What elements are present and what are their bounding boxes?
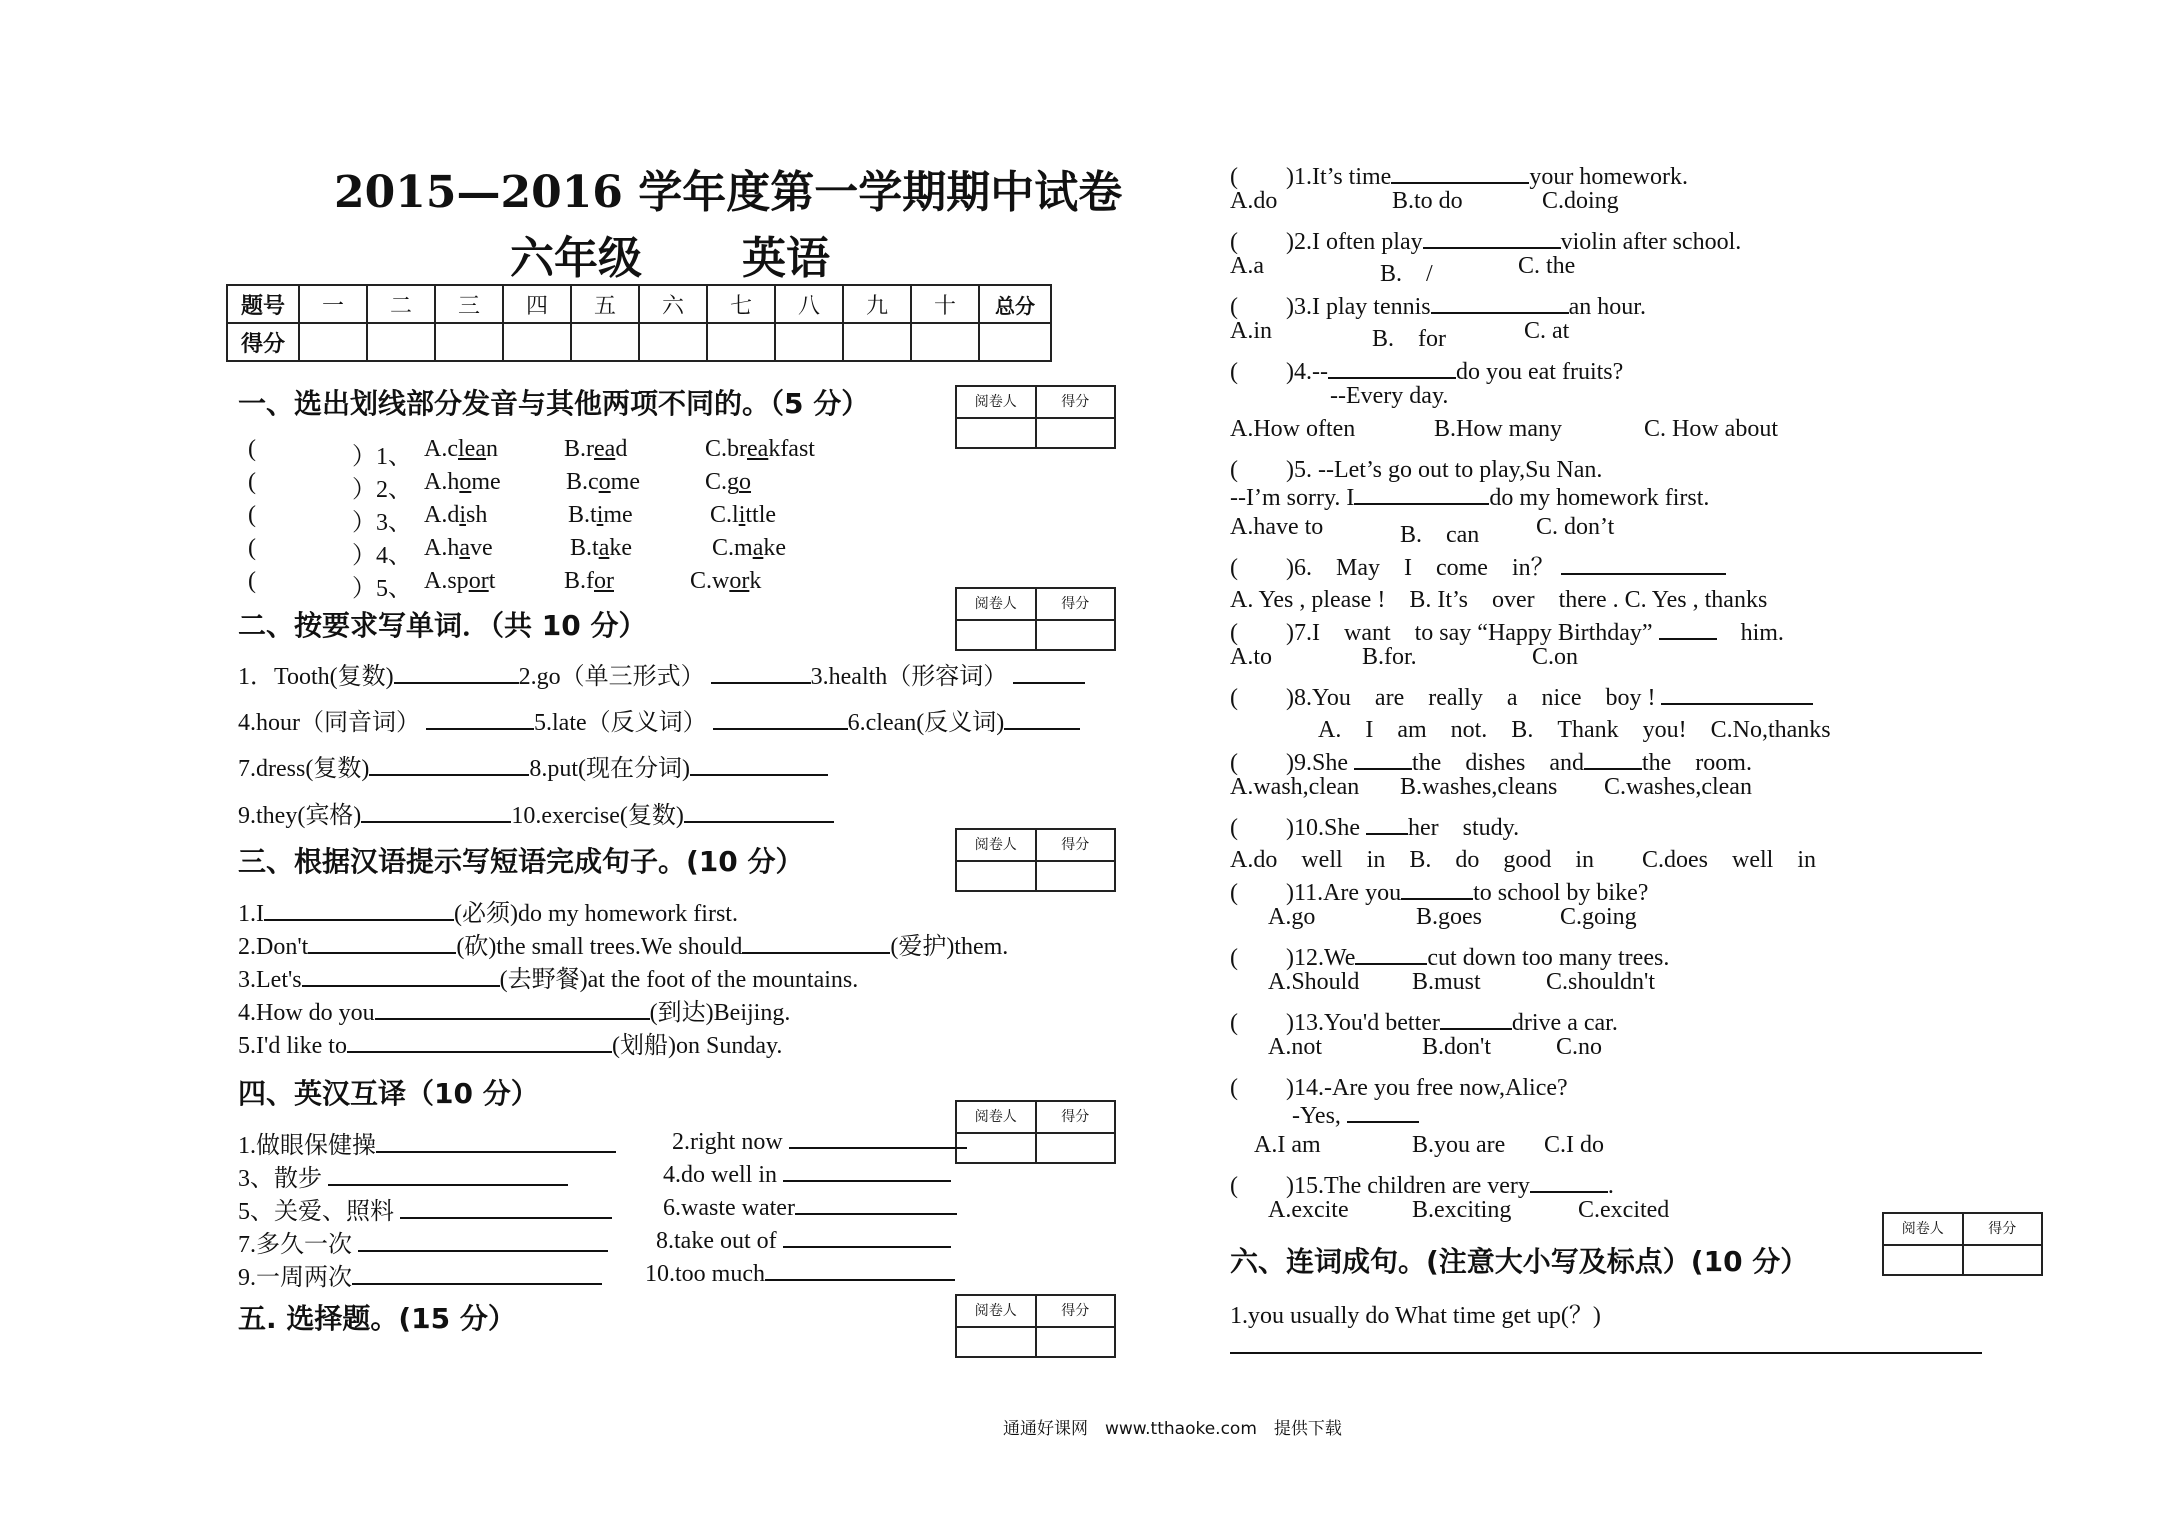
reviewer-label: 阅卷人 (974, 596, 1017, 612)
q4-opt-c: C. How about (1644, 416, 1778, 442)
q1-opt-b: B.to do (1392, 188, 1463, 214)
reviewer-label: 阅卷人 (974, 1109, 1017, 1125)
score-cell (843, 323, 911, 361)
q5-opt-c: C. don’t (1536, 514, 1615, 540)
score-table (226, 284, 1052, 362)
col-2: 二 (367, 285, 435, 323)
answer-paren: ( (248, 568, 256, 594)
q3-opt-b: B. for (1372, 326, 1446, 352)
option-a: A.sport (424, 568, 496, 594)
section-2-line-2: 4.hour（同音词） 5.late（反义词） 6.clean(反义词) (238, 702, 1080, 737)
exam-title: 2015—2016 学年度第一学期期中试卷 (334, 167, 1123, 218)
q11-opt-a: A.go (1268, 904, 1316, 930)
option-c: C.breakfast (705, 436, 815, 462)
score-label: 得分 (1035, 1296, 1115, 1326)
section-6-title: 六、连词成句。(注意大小写及标点）(10 分） (1230, 1245, 1809, 1278)
option-a: A.home (424, 469, 501, 495)
section-1-title: 一、选出划线部分发音与其他两项不同的。（5 分） (238, 387, 870, 420)
q4-answer: --Every day. (1330, 383, 1449, 409)
col-6: 六 (639, 285, 707, 323)
col-7: 七 (707, 285, 775, 323)
translate-right-1: 2.right now (672, 1125, 967, 1156)
option-c: C.make (712, 535, 786, 561)
option-c: C.little (710, 502, 777, 528)
q11-opt-b: B.goes (1416, 904, 1482, 930)
question-number: ）5、 (352, 576, 412, 602)
option-a: A.have (424, 535, 493, 561)
total-label: 总分 (979, 285, 1051, 323)
q3-opt-a: A.in (1230, 318, 1272, 344)
score-label: 得分 (1035, 1102, 1115, 1132)
question-number: ）4、 (352, 543, 412, 569)
translate-left-5: 9.一周两次 (238, 1257, 602, 1292)
q7: ( )7.I want to say “Happy Birthday” him. (1230, 612, 1784, 647)
score-cell (707, 323, 775, 361)
q4: ( )4.-- do you eat fruits? (1230, 351, 1623, 386)
q7-opt-b: B.for. (1362, 644, 1417, 670)
q14-opt-c: C.I do (1544, 1132, 1604, 1158)
score-cell (435, 323, 503, 361)
translate-left-4: 7.多久一次 (238, 1224, 608, 1259)
q9-opt-b: B.washes,cleans (1400, 774, 1558, 800)
reviewer-label: 阅卷人 (974, 1303, 1017, 1319)
translate-left-1: 1.做眼保健操 (238, 1125, 616, 1160)
q6: ( )6. May I come in？ (1230, 547, 1726, 582)
q13-opt-b: B.don't (1422, 1034, 1491, 1060)
q1-opt-c: C.doing (1542, 188, 1619, 214)
score-cell (299, 323, 367, 361)
answer-line (1230, 1352, 1982, 1354)
q10: ( )10.She her study. (1230, 807, 1519, 842)
section-3-sentence-4: 4.How do you (到达)Beijing. (238, 992, 790, 1027)
grader-box (955, 587, 1116, 651)
score-label: 得分 (1962, 1214, 2042, 1244)
score-cell (911, 323, 979, 361)
q2-opt-b: B. / (1380, 261, 1433, 287)
section-6-sentence-1: 1.you usually do What time get up(？) (1230, 1303, 1601, 1329)
question-number: ）3、 (352, 510, 412, 536)
answer-paren: ( (248, 502, 256, 528)
section-4-title: 四、英汉互译（10 分） (238, 1077, 539, 1110)
q13-opt-c: C.no (1556, 1034, 1603, 1060)
question-number-label: 题号 (227, 285, 299, 323)
footer-source: 通通好课网 www.tthaoke.com 提供下载 (1003, 1419, 1342, 1439)
score-label: 得分 (1035, 830, 1115, 860)
translate-right-2: 4.do well in (663, 1158, 951, 1189)
section-3-sentence-1: 1.I (必须)do my homework first. (238, 893, 738, 928)
q15: ( )15.The children are very . (1230, 1165, 1614, 1200)
grader-box (955, 1100, 1116, 1164)
option-b: B.for (564, 568, 614, 594)
q12-opt-c: C.shouldn't (1546, 969, 1656, 995)
q10-options: A.do well in B. do good in C.does well in (1230, 847, 1816, 873)
section-5-title: 五. 选择题。(15 分） (238, 1302, 516, 1335)
question-number: ）1、 (352, 444, 412, 470)
q15-opt-a: A.excite (1268, 1197, 1349, 1223)
col-3: 三 (435, 285, 503, 323)
section-3-title: 三、根据汉语提示写短语完成句子。(10 分） (238, 845, 804, 878)
translate-left-2: 3、散步 (238, 1158, 568, 1193)
translate-right-4: 8.take out of (656, 1224, 951, 1255)
option-b: B.time (568, 502, 633, 528)
col-1: 一 (299, 285, 367, 323)
translate-left-3: 5、关爱、照料 (238, 1191, 612, 1226)
q9-opt-c: C.washes,clean (1604, 774, 1752, 800)
section-3-sentence-5: 5.I'd like to (划船)on Sunday. (238, 1025, 782, 1060)
score-cell (639, 323, 707, 361)
grader-box (955, 828, 1116, 892)
grader-box (1882, 1212, 2043, 1276)
q11: ( )11.Are you to school by bike? (1230, 872, 1648, 907)
translate-right-3: 6.waste water (663, 1191, 957, 1222)
q5-line: --I’m sorry. I do my homework first. (1230, 481, 1709, 512)
q14-line: -Yes, (1292, 1099, 1419, 1130)
score-cell (367, 323, 435, 361)
score-label: 得分 (227, 323, 299, 361)
grade-label: 六年级 (510, 233, 642, 284)
col-4: 四 (503, 285, 571, 323)
section-2-line-3: 7.dress(复数) 8.put(现在分词) (238, 748, 828, 783)
q13: ( )13.You'd better drive a car. (1230, 1002, 1618, 1037)
q15-opt-c: C.excited (1578, 1197, 1670, 1223)
q3-opt-c: C. at (1524, 318, 1570, 344)
q1-opt-a: A.do (1230, 188, 1278, 214)
option-a: A.clean (424, 436, 498, 462)
col-8: 八 (775, 285, 843, 323)
reviewer-label: 阅卷人 (974, 837, 1017, 853)
score-label: 得分 (1035, 387, 1115, 417)
q8: ( )8.You are really a nice boy ! (1230, 677, 1813, 712)
translate-right-5: 10.too much (645, 1257, 955, 1288)
option-c: C.go (705, 469, 752, 495)
section-3-sentence-2: 2.Don't (砍)the small trees.We should (爱护)them. (238, 926, 1008, 961)
section-2-line-1: 1．Tooth(复数) 2.go（单三形式） 3.health（形容词） (238, 656, 1085, 691)
q12: ( )12.We cut down too many trees. (1230, 937, 1669, 972)
q6-options: A. Yes , please ! B. It’s over there . C. Yes , thanks (1230, 587, 1768, 613)
answer-paren: ( (248, 469, 256, 495)
option-b: B.read (564, 436, 628, 462)
q1: ( )1.It’s time your homework. (1230, 156, 1688, 191)
col-9: 九 (843, 285, 911, 323)
q9: ( )9.She the dishes and the room. (1230, 742, 1752, 777)
q5: ( )5. --Let’s go out to play,Su Nan. (1230, 457, 1603, 483)
q2-opt-a: A.a (1230, 253, 1264, 279)
option-b: B.take (570, 535, 632, 561)
q7-opt-a: A.to (1230, 644, 1272, 670)
answer-paren: ( (248, 535, 256, 561)
q5-opt-b: B. can (1400, 522, 1480, 548)
q8-options: A. I am not. B. Thank you! C.No,thanks (1318, 717, 1831, 743)
q2-opt-c: C. the (1518, 253, 1576, 279)
score-cell (571, 323, 639, 361)
grader-box (955, 385, 1116, 449)
q4-opt-b: B.How many (1434, 416, 1562, 442)
score-cell (775, 323, 843, 361)
option-b: B.come (566, 469, 640, 495)
q7-opt-c: C.on (1532, 644, 1579, 670)
q14: ( )14.-Are you free now,Alice? (1230, 1075, 1568, 1101)
reviewer-label: 阅卷人 (1901, 1221, 1944, 1237)
q9-opt-a: A.wash,clean (1230, 774, 1360, 800)
q15-opt-b: B.exciting (1412, 1197, 1512, 1223)
subject-label: 英语 (742, 233, 830, 284)
q12-opt-b: B.must (1412, 969, 1481, 995)
question-number: ）2、 (352, 477, 412, 503)
q2: ( )2.I often play violin after school. (1230, 221, 1741, 256)
q13-opt-a: A.not (1268, 1034, 1322, 1060)
section-2-title: 二、按要求写单词．（共 10 分） (238, 609, 647, 642)
q14-opt-b: B.you are (1412, 1132, 1506, 1158)
q11-opt-c: C.going (1560, 904, 1637, 930)
score-cell (503, 323, 571, 361)
q5-opt-a: A.have to (1230, 514, 1324, 540)
q12-opt-a: A.Should (1268, 969, 1360, 995)
reviewer-label: 阅卷人 (974, 394, 1017, 410)
q14-opt-a: A.I am (1254, 1132, 1321, 1158)
answer-paren: ( (248, 436, 256, 462)
col-10: 十 (911, 285, 979, 323)
section-2-line-4: 9.they(宾格) 10.exercise(复数) (238, 795, 834, 830)
option-c: C.work (690, 568, 762, 594)
section-3-sentence-3: 3.Let's (去野餐)at the foot of the mountains. (238, 959, 858, 994)
q3: ( )3.I play tennis an hour. (1230, 286, 1646, 321)
score-label: 得分 (1035, 589, 1115, 619)
option-a: A.dish (424, 502, 488, 528)
col-5: 五 (571, 285, 639, 323)
grader-box (955, 1294, 1116, 1358)
score-cell (979, 323, 1051, 361)
q4-opt-a: A.How often (1230, 416, 1356, 442)
